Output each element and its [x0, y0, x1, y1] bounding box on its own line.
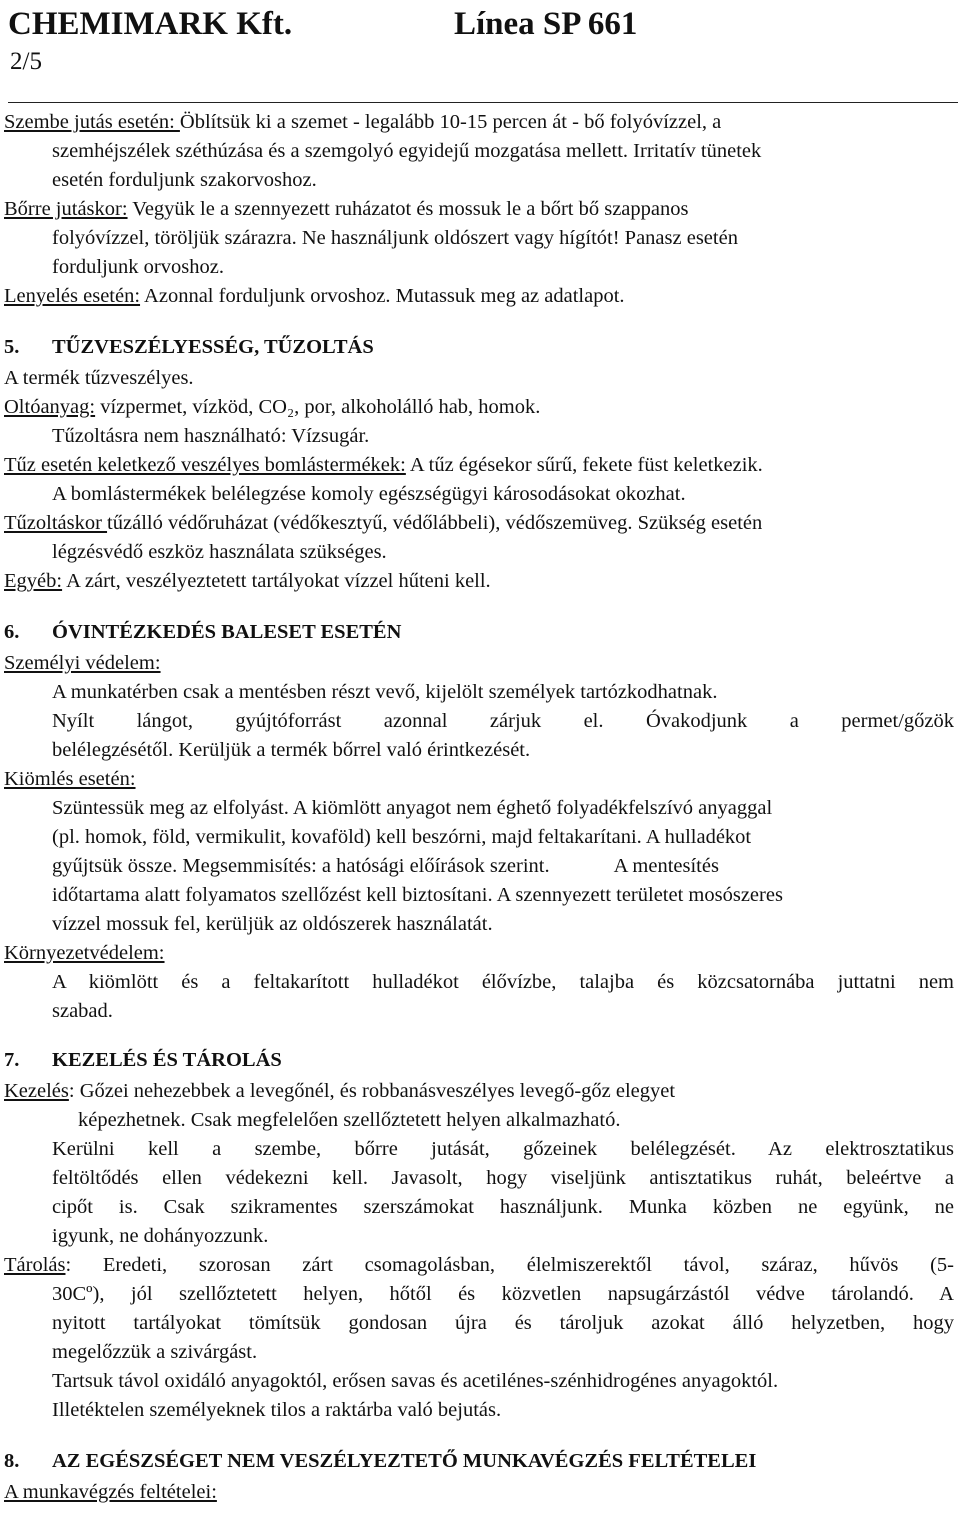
page-number: 2/5 — [10, 48, 42, 75]
swallow-line: Lenyelés esetén: Azonnal forduljunk orvoshoz. Mutassuk meg az adatlapot. — [4, 285, 625, 307]
work-conditions-label: A munkavégzés feltételei: — [4, 1481, 217, 1503]
other-label: Egyéb: — [4, 570, 63, 592]
environment-label: Környezetvédelem: — [4, 942, 165, 964]
skin-contact-line: Bőrre jutáskor: Vegyük le a szennyezett ruházatot és mossuk le a bőrt bő szappanos — [4, 198, 689, 220]
section-7-heading: 7. KEZELÉS ÉS TÁROLÁS — [4, 1049, 282, 1071]
decomposition-label: Tűz esetén keletkező veszélyes bomlástermékek: — [4, 454, 406, 476]
section-5-heading: 5. TŰZVESZÉLYESSÉG, TŰZOLTÁS — [4, 336, 374, 358]
personal-protection-label: Személyi védelem: — [4, 652, 161, 674]
firefighting-label: Tűzoltáskor — [4, 512, 108, 534]
decomposition-line: Tűz esetén keletkező veszélyes bomlástermékek: A tűz égésekor sűrű, fekete füst keletkezik. — [4, 454, 763, 476]
section-6-heading: 6. ÓVINTÉZKEDÉS BALESET ESETÉN — [4, 621, 402, 643]
extinguishing-agent-label: Oltóanyag: — [4, 396, 96, 418]
skin-contact-label: Bőrre jutáskor: — [4, 198, 128, 220]
eye-contact-label: Szembe jutás esetén: — [4, 111, 180, 133]
section-8-heading: 8. AZ EGÉSZSÉGET NEM VESZÉLYEZTETŐ MUNKAVÉGZÉS FELTÉTELEI — [4, 1450, 757, 1472]
spill-label: Kiömlés esetén: — [4, 768, 136, 790]
storage-label: Tárolás — [4, 1254, 66, 1276]
extinguishing-agent-line: Oltóanyag: vízpermet, vízköd, CO₂, por, alkoholálló hab, homok. — [4, 396, 541, 418]
handling-line: Kezelés: Gőzei nehezebbek a levegőnél, és robbanásveszélyes levegő-gőz elegyet — [4, 1080, 676, 1102]
company-name: CHEMIMARK Kft. — [8, 6, 293, 42]
firefighting-line: Tűzoltáskor tűzálló védőruházat (védőkesztyű, védőlábbeli), védőszemüveg. Szükség esetén — [4, 512, 763, 534]
page-header — [8, 4, 958, 103]
document-body: Szembe jutás esetén: Öblítsük ki a szemet - legalább 10-15 percen át - bő folyóvízzel, a szemhéjszélek széthúzása és a szemgolyó egyidejű mozgatása mellett. Irritatív tünetek esetén forduljunk szakorvoshoz. Bőrre jutáskor: Vegyük le a szennyezett ruházatot és mossuk le a bőrt bő szappanos folyóvízzel, töröljük szárazra. Ne használjunk oldószert vagy hígítót! Panasz esetén forduljunk orvoshoz. Lenyelés esetén: Azonnal forduljunk orvoshoz. Mutassuk meg az adatlapot. 5. TŰZVESZÉLYESSÉG, TŰZOLTÁS A termék tűzveszélyes. Oltóanyag: vízpermet, vízköd, CO₂, por, alkoholálló hab, homok. Tűzoltásra nem használható: Vízsugár. Tűz esetén keletkező veszélyes bomlástermékek: A tűz égésekor sűrű, fekete füst keletkezik. A bomlástermékek belélegzése komoly egészségügyi károsodásokat okozhat. Tűzoltáskor tűzálló védőruházat (védőkesztyű, védőlábbeli), védőszemüveg. Szükség esetén légzésvédő eszköz használata szükséges. Egyéb: A zárt, veszélyeztetett tartályokat vízzel hűteni kell. 6. ÓVINTÉZKEDÉS BALESET ESETÉN Személyi védelem: A munkatérben csak a mentésben részt vevő, kijelölt személyek tartózkodhatnak. Nyílt lángot, gyújtóforrást azonnal zárjuk el. Óvakodjunk a permet/gőzök belélegzésétől. Kerüljük a termék bőrrel való érintkezését. Kiömlés esetén: Szüntessük meg az elfolyást. A kiömlött anyagot nem éghető folyadékfelszívó anyaggal (pl. homok, föld, vermikulit, kovaföld) kell beszórni, majd feltakarítani. A hulladékot gyűjtsük össze. Megsemmisítés: a hatósági előírások szerint. A mentesítés időtartama alatt folyamatos szellőzést kell biztosítani. A szennyezett területet mosószeres vízzel mossuk fel, kerüljük az oldószerek használatát. Környezetvédelem: A kiömlött és a feltakarított hulladékot élővízbe, talajba és közcsatornába juttatni nem szabad. 7. KEZELÉS ÉS TÁROLÁS Kezelés: Gőzei nehezebbek a levegőnél, és robbanásveszélyes levegő-gőz elegyet képezhetnek. Csak megfelelően szellőztetett helyen alkalmazható. Kerülni kell a szembe, bőrre jutását, gőzeinek belélegzését. Az elektrosztatikus feltöltődés ellen védekezni kell. Javasolt, hogy viseljünk antisztatikus ruhát, beleértve a cipőt is. Csak szikramentes szerszámokat használjunk. Munka közben ne együnk, ne igyunk, ne dohányozzunk. Tárolás: Eredeti, szorosan zárt csomagolásban, élelmiszerektől távol, száraz, hűvös (5- 30Cº), jól szellőztetett helyen, hőtől és közvetlen napsugárzástól védve tárolandó. A nyitott tartályokat tömítsük gondosan újra és tároljuk azokat álló helyzetben, hogy megelőzzük a szivárgást. Tartsuk távol oxidáló anyagoktól, erősen savas és acetilénes-szénhidrogénes anyagoktól. Illetéktelen személyeknek tilos a raktárba való bejutás. 8. AZ EGÉSZSÉGET NEM VESZÉLYEZTETŐ MUNKAVÉGZÉS FELTÉTELEI A munkavégzés feltételei: — [4, 108, 954, 1507]
eye-contact-line: Szembe jutás esetén: Öblítsük ki a szemet - legalább 10-15 percen át - bő folyóvízzel, a — [4, 111, 722, 133]
other-line: Egyéb: A zárt, veszélyeztetett tartályokat vízzel hűteni kell. — [4, 570, 491, 592]
storage-line: Tárolás: Eredeti, szorosan zárt csomagolásban, élelmiszerektől távol, száraz, hűvös (5- — [4, 1254, 954, 1276]
product-name: Línea SP 661 — [454, 6, 638, 42]
swallow-label: Lenyelés esetén: — [4, 285, 141, 307]
handling-label: Kezelés — [4, 1080, 69, 1102]
